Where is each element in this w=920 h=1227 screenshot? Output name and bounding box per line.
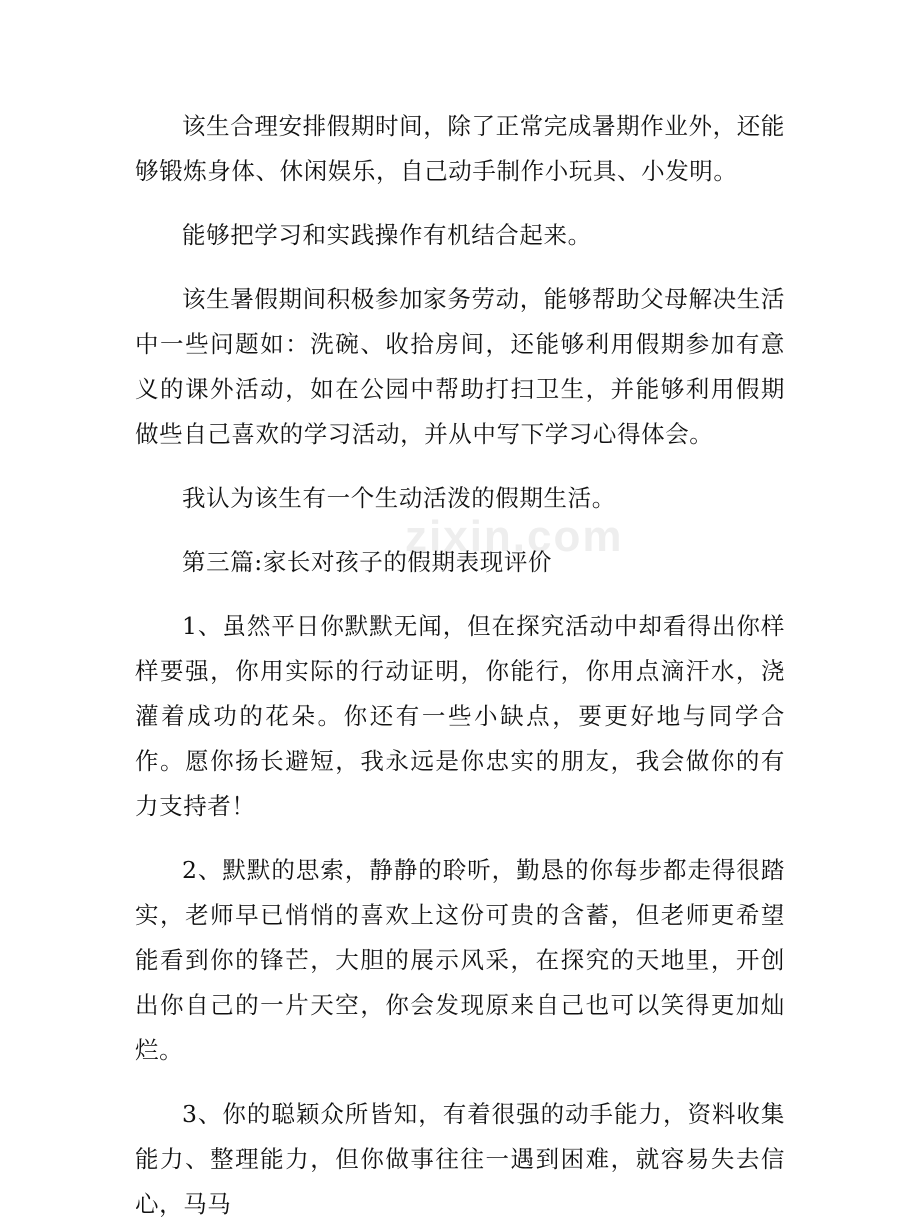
watermark: zixin.com: [405, 512, 624, 561]
comment-item-3: 3、你的聪颖众所皆知，有着很强的动手能力，资料收集能力、整理能力，但你做事往往一遇到困难，就容易失去信心，马马: [135, 1100, 785, 1218]
paragraph-study-practice: 能够把学习和实践操作有机结合起来。: [182, 221, 592, 249]
comment-item-1: 1、虽然平日你默默无闻，但在探究活动中却看得出你样样要强，你用实际的行动证明，你能行，你用点滴汗水，浇灌着成功的花朵。你还有一些小缺点，要更好地与同学合作。愿你扬长避短，我永远是你忠实的朋友，我会做你的有力支持者！: [135, 612, 785, 820]
comment-item-2: 2、默默的思索，静静的聆听，勤恳的你每步都走得很踏实，老师早已悄悄的喜欢上这份可贵的含蓄，但老师更希望能看到你的锋芒，大胆的展示风采，在探究的天地里，开创出你自己的一片天空，你会发现原来自己也可以笑得更加灿烂。: [135, 856, 785, 1064]
paragraph-holiday-arrangement: 该生合理安排假期时间，除了正常完成暑期作业外，还能够锻炼身体、休闲娱乐，自己动手制作小玩具、小发明。: [135, 112, 785, 185]
paragraph-summary: 我认为该生有一个生动活泼的假期生活。: [182, 484, 616, 512]
document-body: [135, 104, 785, 1227]
paragraph-housework: 该生暑假期间积极参加家务劳动，能够帮助父母解决生活中一些问题如：洗碗、收拾房间，还能够利用假期参加有意义的课外活动，如在公园中帮助打扫卫生，并能够利用假期做些自己喜欢的学习活动，并从中写下学习心得体会。: [135, 285, 785, 448]
section-heading: 第三篇:家长对孩子的假期表现评价: [182, 548, 553, 576]
